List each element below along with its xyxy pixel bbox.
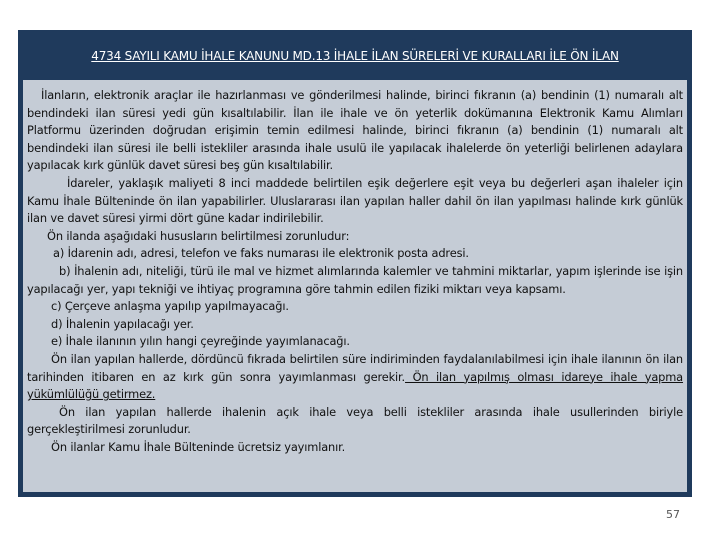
slide-frame bbox=[18, 30, 692, 497]
paragraph: b) İhalenin adı, niteliği, türü ile mal ve hizmet alımlarında kalemler ve tahmini miktarlar, yapım işlerinde ise işin yapılacağı yer, yapı tekniği ve ihtiyaç programına göre tahmin edilen fiziki miktarı veya kapsamı. bbox=[27, 263, 683, 296]
paragraph: d) İhalenin yapılacağı yer. bbox=[51, 316, 194, 331]
slide-title: 4734 SAYILI KAMU İHALE KANUNU MD.13 İHALE İLAN SÜRELERİ VE KURALLARI İLE ÖN İLAN bbox=[91, 49, 619, 63]
content-panel bbox=[23, 80, 687, 492]
paragraph-yontem: Ön ilan yapılan hallerde ihalenin açık ihale veya belli istekliler arasında ihale usullerinden biriyle gerçekleştirilmesi zorunludur. bbox=[27, 404, 683, 437]
paragraph-on-ilan-underlined: Ön ilan yapılmış olması idareye ihale yapma yükümlülüğü getirmez. bbox=[27, 369, 684, 402]
paragraph-on-ilan-text: Ön ilan yapılan hallerde, dördüncü fıkrada belirtilen süre indiriminden faydalanılabilmesi için ihale ilanının ön ilan tarihinden itibaren en az kırk gün sonra yayımlanması gerekir. bbox=[27, 351, 683, 384]
paragraph-on-ilan bbox=[27, 351, 683, 404]
paragraph-ucretsiz: Ön ilanlar Kamu İhale Bülteninde ücretsiz yayımlanır. bbox=[51, 439, 346, 454]
paragraph: Ön ilanda aşağıdaki hususların belirtilmesi zorunludur: bbox=[47, 228, 350, 243]
title-bar bbox=[18, 30, 692, 79]
paragraph: c) Çerçeve anlaşma yapılıp yapılmayacağı. bbox=[51, 299, 289, 314]
body-text bbox=[27, 87, 683, 456]
paragraph: e) İhale ilanının yılın hangi çeyreğinde yayımlanacağı. bbox=[51, 334, 350, 349]
paragraph-list bbox=[27, 87, 683, 351]
paragraph: İdareler, yaklaşık maliyeti 8 inci maddede belirtilen eşik değerlere eşit veya bu değerleri aşan ihaleler için Kamu İhale Bülteninde ön ilan yapabilirler. Uluslararası ilan yapılan haller dahil ön ilan yapılması halinde kırk günlük ilan ve davet süresi yirmi dört güne kadar indirilebilir. bbox=[27, 175, 683, 226]
page-number: 57 bbox=[666, 508, 680, 521]
paragraph: İlanların, elektronik araçlar ile hazırlanması ve gönderilmesi halinde, birinci fıkranın (a) bendinin (1) numaralı alt bendindeki ilan süresi yedi gün kısaltılabilir. İlan ile ihale ve ön yeterlik dokümanına Elektronik Kamu Alımları Platformu üzerinden doğrudan erişimin temin edilmesi halinde, birinci fıkranın (a) bendinin (1) numaralı alt bendindeki ilan süresi ile belli istekliler arasında ihale usulü ile yapılacak ihalelerde ön yeterliği belirlenen adaylara yapılacak kırk günlük davet süresi beş gün kısaltılabilir. bbox=[27, 88, 683, 173]
paragraph: a) İdarenin adı, adresi, telefon ve faks numarası ile elektronik posta adresi. bbox=[53, 246, 469, 261]
